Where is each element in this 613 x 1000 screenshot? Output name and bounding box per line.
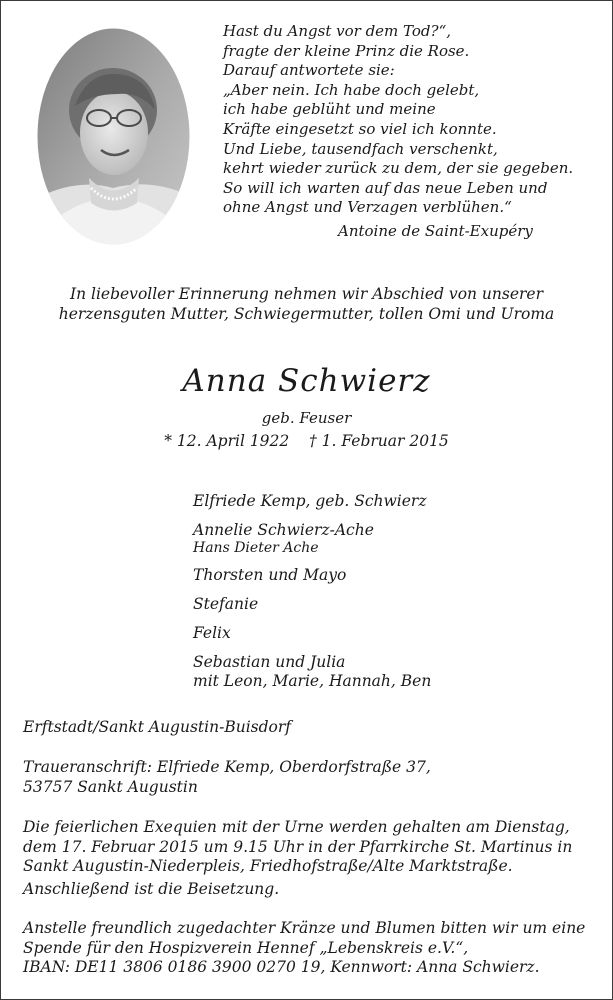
poem-line: ohne Angst und Verzagen verblühen.“ xyxy=(223,198,512,217)
service-line: Die feierlichen Exequien mit der Urne werden gehalten am Dienstag, xyxy=(23,818,570,836)
address-line: 53757 Sankt Augustin xyxy=(23,777,198,796)
service-line: dem 17. Februar 2015 um 9.15 Uhr in der Pfarrkirche St. Martinus in xyxy=(23,837,573,856)
deceased-name: Anna Schwierz xyxy=(182,363,431,399)
poem-line: fragte der kleine Prinz die Rose. xyxy=(223,41,470,60)
service-info xyxy=(23,818,572,877)
poem-line: „Aber nein. Ich habe doch gelebt, xyxy=(223,80,480,99)
burial-info: Anschließend ist die Beisetzung. xyxy=(23,880,280,898)
poem-line: ich habe geblüht und meine xyxy=(223,100,436,119)
mourner: Elfriede Kemp, geb. Schwierz xyxy=(193,492,427,510)
donation-line: Spende für den Hospizverein Hennef „Lebenskreis e.V.“, xyxy=(23,938,469,957)
address-line: Traueranschrift: Elfriede Kemp, Oberdorfstraße 37, xyxy=(23,758,431,776)
birth-name: geb. Feuser xyxy=(261,409,352,427)
portrait-photo xyxy=(37,28,190,245)
donation-info xyxy=(23,919,585,978)
poem-line: Und Liebe, tausendfach verschenkt, xyxy=(223,139,498,158)
intro-line: herzensguten Mutter, Schwiegermutter, tollen Omi und Uroma xyxy=(58,305,555,323)
donation-line: IBAN: DE11 3806 0186 3900 0270 19, Kennwort: Anna Schwierz. xyxy=(23,958,540,976)
mourner: Sebastian und Julia xyxy=(193,653,346,671)
poem-line: So will ich warten auf das neue Leben und xyxy=(223,178,548,197)
mourner: Hans Dieter Ache xyxy=(193,540,319,556)
poem-author: Antoine de Saint-Exupéry xyxy=(338,222,533,240)
intro-text xyxy=(0,284,613,324)
mourner: Annelie Schwierz-Ache xyxy=(193,521,374,539)
intro-line: In liebevoller Erinnerung nehmen wir Abschied von unserer xyxy=(69,285,544,303)
mourner: Thorsten und Mayo xyxy=(193,566,347,584)
poem-line: Kräfte eingesetzt so viel ich konnte. xyxy=(223,119,497,138)
donation-line: Anstelle freundlich zugedachter Kränze und Blumen bitten wir um eine xyxy=(23,919,586,937)
mourning-address xyxy=(23,758,431,797)
poem xyxy=(223,22,603,218)
mourners-list xyxy=(193,492,431,691)
place-line: Erftstadt/Sankt Augustin-Buisdorf xyxy=(23,718,292,736)
mourner: Felix xyxy=(193,624,231,642)
mourner: Stefanie xyxy=(193,595,259,613)
poem-line: kehrt wieder zurück zu dem, der sie gegeben. xyxy=(223,159,574,178)
life-dates: * 12. April 1922 † 1. Februar 2015 xyxy=(164,432,449,450)
poem-line: Darauf antwortete sie: xyxy=(223,61,395,80)
mourner: mit Leon, Marie, Hannah, Ben xyxy=(193,672,432,690)
service-line: Sankt Augustin-Niederpleis, Friedhofstraße/Alte Marktstraße. xyxy=(23,857,513,875)
poem-line: Hast du Angst vor dem Tod?“, xyxy=(223,22,452,40)
